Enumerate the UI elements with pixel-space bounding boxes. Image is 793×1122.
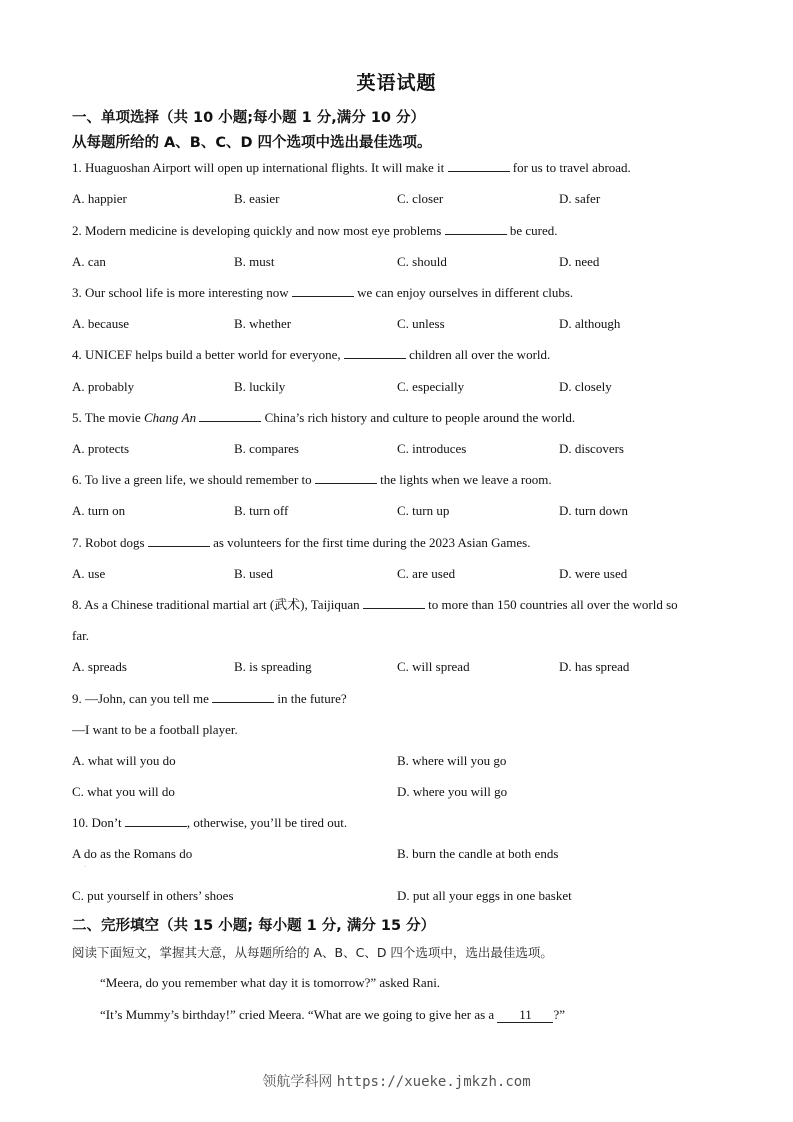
option-1d: D. safer: [559, 191, 601, 206]
question-5-text-end: China’s rich history and culture to people around the world.: [261, 410, 576, 425]
question-9: [72, 691, 347, 707]
question-8-text-end: to more than 150 countries all over the world so: [424, 597, 678, 612]
option-5b: B. compares: [234, 441, 299, 456]
question-2-text-end: be cured.: [506, 223, 558, 238]
passage-text: “It’s Mummy’s birthday!” cried Meera. “What are we going to give her as a: [100, 1007, 498, 1022]
option-4c: C. especially: [397, 379, 465, 394]
option-3d: D. although: [559, 316, 621, 331]
answer-blank: [363, 597, 425, 609]
option-8b: B. is spreading: [234, 659, 312, 674]
question-3-text: 3. Our school life is more interesting now: [72, 285, 292, 300]
question-2: [72, 223, 558, 239]
option-6a: A. turn on: [72, 503, 126, 518]
option-3b: B. whether: [234, 316, 292, 331]
question-1-text-end: for us to travel abroad.: [509, 160, 631, 175]
movie-title: Chang An: [143, 410, 197, 425]
footer-url: https://xueke.jmkzh.com: [336, 1074, 531, 1090]
question-5-text: 5. The movie: [72, 410, 144, 425]
answer-blank: [344, 347, 406, 359]
answer-blank: [445, 223, 507, 235]
option-5a: A. protects: [72, 441, 130, 456]
option-4a: A. probably: [72, 379, 135, 394]
question-8: [72, 597, 678, 613]
question-6: [72, 472, 552, 488]
option-10b: B. burn the candle at both ends: [397, 846, 559, 861]
question-6-text: 6. To live a green life, we should remember to: [72, 472, 315, 487]
stray-dot: ·: [84, 864, 86, 870]
option-6c: C. turn up: [397, 503, 450, 518]
option-3c: C. unless: [397, 316, 445, 331]
passage-text-end: ?”: [553, 1007, 565, 1022]
option-1b: B. easier: [234, 191, 280, 206]
question-8-text: 8. As a Chinese traditional martial art (武术), Taijiquan: [72, 597, 363, 612]
option-10d: D. put all your eggs in one basket: [397, 888, 572, 903]
question-10: [72, 815, 347, 831]
option-9d: D. where you will go: [397, 784, 508, 799]
question-7: [72, 535, 530, 551]
option-7b: B. used: [234, 566, 273, 581]
option-8a: A. spreads: [72, 659, 127, 674]
answer-blank: [199, 410, 261, 422]
section1-instruction: 从每题所给的 A、B、C、D 四个选项中选出最佳选项。: [72, 135, 432, 151]
option-9c: C. what you will do: [72, 784, 175, 799]
option-7c: C. are used: [397, 566, 456, 581]
question-9-text-end: in the future?: [274, 691, 347, 706]
question-7-text: 7. Robot dogs: [72, 535, 148, 550]
page-title: 英语试题: [356, 72, 437, 94]
answer-blank: [148, 535, 210, 547]
question-1: [72, 160, 631, 176]
option-6d: D. turn down: [559, 503, 628, 518]
option-10c: C. put yourself in others’ shoes: [72, 888, 234, 903]
option-3a: A. because: [72, 316, 130, 331]
footer-site: 领航学科网: [262, 1074, 333, 1090]
question-4: [72, 347, 550, 363]
option-7a: A. use: [72, 566, 106, 581]
option-2b: B. must: [234, 254, 275, 269]
section1-heading: 一、单项选择（共 10 小题;每小题 1 分,满分 10 分）: [72, 110, 426, 126]
option-4b: B. luckily: [234, 379, 286, 394]
option-2c: C. should: [397, 254, 447, 269]
option-1a: A. happier: [72, 191, 127, 206]
option-9a: A. what will you do: [72, 753, 176, 768]
question-10-text-end: , otherwise, you’ll be tired out.: [186, 815, 348, 830]
option-4d: D. closely: [559, 379, 612, 394]
question-3: [72, 285, 573, 301]
option-6b: B. turn off: [234, 503, 289, 518]
question-6-text-end: the lights when we leave a room.: [376, 472, 552, 487]
question-9-text: 9. —John, can you tell me: [72, 691, 213, 706]
section2-instruction: 阅读下面短文，掌握其大意，从每题所给的 A、B、C、D 四个选项中，选出最佳选项。: [72, 945, 553, 960]
answer-blank: [212, 691, 274, 703]
answer-blank: [448, 160, 510, 172]
option-7d: D. were used: [559, 566, 628, 581]
question-10-text: 10. Don’t: [72, 815, 125, 830]
question-3-text-end: we can enjoy ourselves in different clubs.: [353, 285, 574, 300]
option-8d: D. has spread: [559, 659, 630, 674]
option-8c: C. will spread: [397, 659, 470, 674]
option-10a: A do as the Romans do: [72, 846, 193, 861]
passage-paragraph-2: [100, 1007, 565, 1023]
question-7-text-end: as volunteers for the first time during the 2023 Asian Games.: [209, 535, 531, 550]
question-4-text-end: children all over the world.: [405, 347, 551, 362]
question-5: [72, 410, 575, 426]
passage-paragraph-1: “Meera, do you remember what day it is tomorrow?” asked Rani.: [100, 975, 441, 990]
option-9b: B. where will you go: [397, 753, 507, 768]
blank-11: 11: [497, 1008, 553, 1023]
option-5d: D. discovers: [559, 441, 624, 456]
option-2a: A. can: [72, 254, 106, 269]
option-1c: C. closer: [397, 191, 444, 206]
question-9-reply: —I want to be a football player.: [72, 722, 238, 737]
answer-blank: [315, 472, 377, 484]
option-5c: C. introduces: [397, 441, 467, 456]
question-4-text: 4. UNICEF helps build a better world for everyone,: [72, 347, 344, 362]
footer-watermark: [0, 1071, 793, 1091]
section2-heading: 二、完形填空（共 15 小题; 每小题 1 分, 满分 15 分）: [72, 918, 436, 934]
question-8-continued: far.: [72, 628, 89, 643]
answer-blank: [292, 285, 354, 297]
question-2-text: 2. Modern medicine is developing quickly and now most eye problems: [72, 223, 445, 238]
answer-blank: [125, 815, 187, 827]
option-2d: D. need: [559, 254, 600, 269]
question-1-text: 1. Huaguoshan Airport will open up international flights. It will make it: [72, 160, 448, 175]
